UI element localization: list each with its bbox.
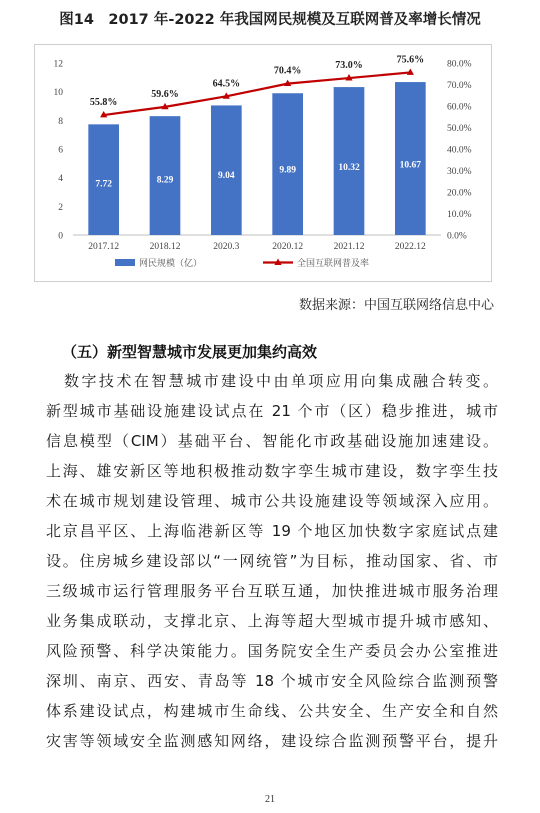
y-right-tick-label: 60.0%	[447, 102, 472, 113]
x-tick-label: 2017.12	[88, 242, 120, 252]
rate-line	[104, 72, 411, 115]
body-line: 数字技术在智慧城市建设中由单项应用向集成融合转变。	[64, 372, 498, 390]
rate-data-label: 70.4%	[273, 65, 302, 77]
y-left-tick-label: 8	[58, 116, 63, 127]
x-tick-label: 2020.12	[272, 242, 304, 252]
body-line: 业务集成联动，支撑北京、上海等超大型城市提升城市感知、	[46, 612, 498, 630]
body-line: 新型城市基础设施建设试点在 21 个市（区）稳步推进，城市	[46, 402, 498, 420]
bar-data-label: 10.32	[338, 162, 360, 173]
legend-bar-swatch	[115, 259, 135, 266]
rate-data-label: 73.0%	[335, 60, 363, 72]
chart-container	[34, 44, 492, 282]
y-left-tick-label: 0	[58, 231, 63, 242]
y-left-tick-label: 2	[58, 202, 63, 213]
body-line: 深圳、南京、西安、青岛等 18 个城市安全风险综合监测预警	[46, 672, 498, 690]
section-heading: （五）新型智慧城市发展更加集约高效	[62, 343, 318, 361]
x-tick-label: 2018.12	[149, 242, 181, 252]
y-right-tick-label: 30.0%	[447, 167, 472, 177]
legend-line-label: 全国互联网普及率	[297, 259, 370, 269]
y-right-tick-label: 40.0%	[447, 145, 472, 156]
body-line: 三级城市运行管理服务平台互联互通，加快推进城市服务治理	[46, 582, 498, 600]
bar-data-label: 9.89	[279, 165, 296, 176]
bar-data-label: 7.72	[95, 179, 112, 190]
x-tick-label: 2022.12	[394, 242, 426, 252]
body-line: 灾害等领域安全监测感知网络，建设综合监测预警平台，提升	[46, 732, 498, 750]
x-tick-label: 2021.12	[333, 242, 365, 252]
figure-title: 图14 2017 年-2022 年我国网民规模及互联网普及率增长情况	[59, 12, 481, 28]
body-line: 术在城市规划建设管理、城市公共设施建设等领域深入应用。	[46, 492, 498, 510]
body-line: 体系建设试点，构建城市生命线、公共安全、生产安全和自然	[46, 702, 498, 720]
data-source: 数据来源：中国互联网络信息中心	[298, 298, 494, 313]
y-left-tick-label: 6	[58, 145, 63, 156]
y-left-tick-label: 12	[53, 59, 63, 70]
y-right-tick-label: 20.0%	[447, 188, 472, 199]
rate-data-label: 75.6%	[396, 54, 425, 66]
y-left-tick-label: 10	[53, 88, 63, 99]
bar	[272, 93, 303, 235]
rate-data-label: 64.5%	[212, 78, 241, 90]
y-right-tick-label: 50.0%	[447, 124, 472, 134]
bar-data-label: 9.04	[218, 170, 235, 181]
y-left-tick-label: 4	[58, 174, 63, 185]
rate-data-label: 59.6%	[151, 88, 179, 100]
body-line: 信息模型（CIM）基础平台、智能化市政基础设施加速建设。	[46, 432, 498, 450]
body-line: 北京昌平区、上海临港新区等 19 个地区加快数字家庭试点建	[46, 522, 498, 540]
body-line: 设。住房城乡建设部以“一网统管”为目标，推动国家、省、市	[46, 552, 498, 570]
y-right-tick-label: 10.0%	[447, 210, 472, 220]
body-line: 上海、雄安新区等地积极推动数字孪生城市建设，数字孪生技	[46, 462, 498, 480]
legend-bar-label: 网民规模（亿）	[139, 259, 203, 269]
bar	[334, 87, 365, 235]
body-line: 风险预警、科学决策能力。国务院安全生产委员会办公室推进	[46, 642, 498, 660]
y-right-tick-label: 0.0%	[447, 231, 467, 242]
bar-data-label: 8.29	[156, 175, 174, 186]
bar-line-chart	[35, 45, 491, 281]
bar-data-label: 10.67	[399, 160, 422, 171]
bar	[395, 82, 426, 235]
y-right-tick-label: 80.0%	[447, 59, 472, 70]
rate-data-label: 55.8%	[89, 97, 118, 109]
x-tick-label: 2020.3	[213, 242, 240, 252]
y-right-tick-label: 70.0%	[447, 81, 472, 91]
page-number: 21	[265, 794, 275, 805]
